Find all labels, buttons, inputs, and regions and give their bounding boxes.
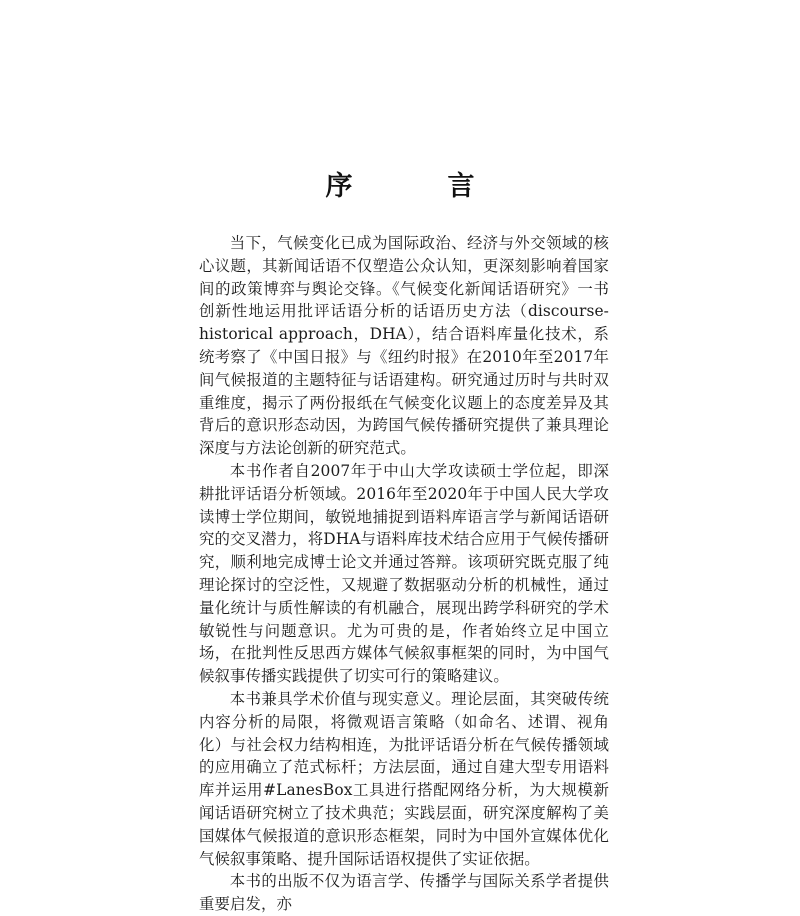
page-title: 序 言 bbox=[325, 171, 509, 202]
paragraph-2: 本书作者自2007年于中山大学攻读硕士学位起，即深耕批评话语分析领域。2016年至2020年于中国人民大学攻读博士学位期间，敏锐地捕捉到语料库语言学与新闻话语研究的交叉潜力，将DHA与语料库技术结合应用于气候传播研究，顺利地完成博士论文并通过答辩。该项研究既克服了纯理论探讨的空泛性，又规避了数据驱动分析的机械性，通过量化统计与质性解读的有机融合，展现出跨学科研究的学术敏锐性与问题意识。尤为可贵的是，作者始终立足中国立场，在批判性反思西方媒体气候叙事框架的同时，为中国气候叙事传播实践提供了切实可行的策略建议。 bbox=[199, 461, 609, 686]
preface-body bbox=[199, 232, 609, 914]
paragraph-3: 本书兼具学术价值与现实意义。理论层面，其突破传统内容分析的局限，将微观语言策略（如命名、述谓、视角化）与社会权力结构相连，为批评话语分析在气候传播领域的应用确立了范式标杆；方法层面，通过自建大型专用语料库并运用#LanesBox工具进行搭配网络分析，为大规模新闻话语研究树立了技术典范；实践层面，研究深度解构了美国媒体气候报道的意识形态框架，同时为中国外宣媒体优化气候叙事策略、提升国际话语权提供了实证依据。 bbox=[199, 689, 609, 868]
paragraph-1: 当下，气候变化已成为国际政治、经济与外交领域的核心议题，其新闻话语不仅塑造公众认知，更深刻影响着国家间的政策博弈与舆论交锋。《气候变化新闻话语研究》一书创新性地运用批评话语分析的话语历史方法（discourse-historical approach，DHA），结合语料库量化技术，系统考察了《中国日报》与《纽约时报》在2010年至2017年间气候报道的主题特征与话语建构。研究通过历时与共时双重维度，揭示了两份报纸在气候变化议题上的态度差异及其背后的意识形态动因，为跨国气候传播研究提供了兼具理论深度与方法论创新的研究范式。 bbox=[199, 234, 609, 458]
paragraph-4: 本书的出版不仅为语言学、传播学与国际关系学者提供重要启发，亦 bbox=[199, 872, 609, 914]
